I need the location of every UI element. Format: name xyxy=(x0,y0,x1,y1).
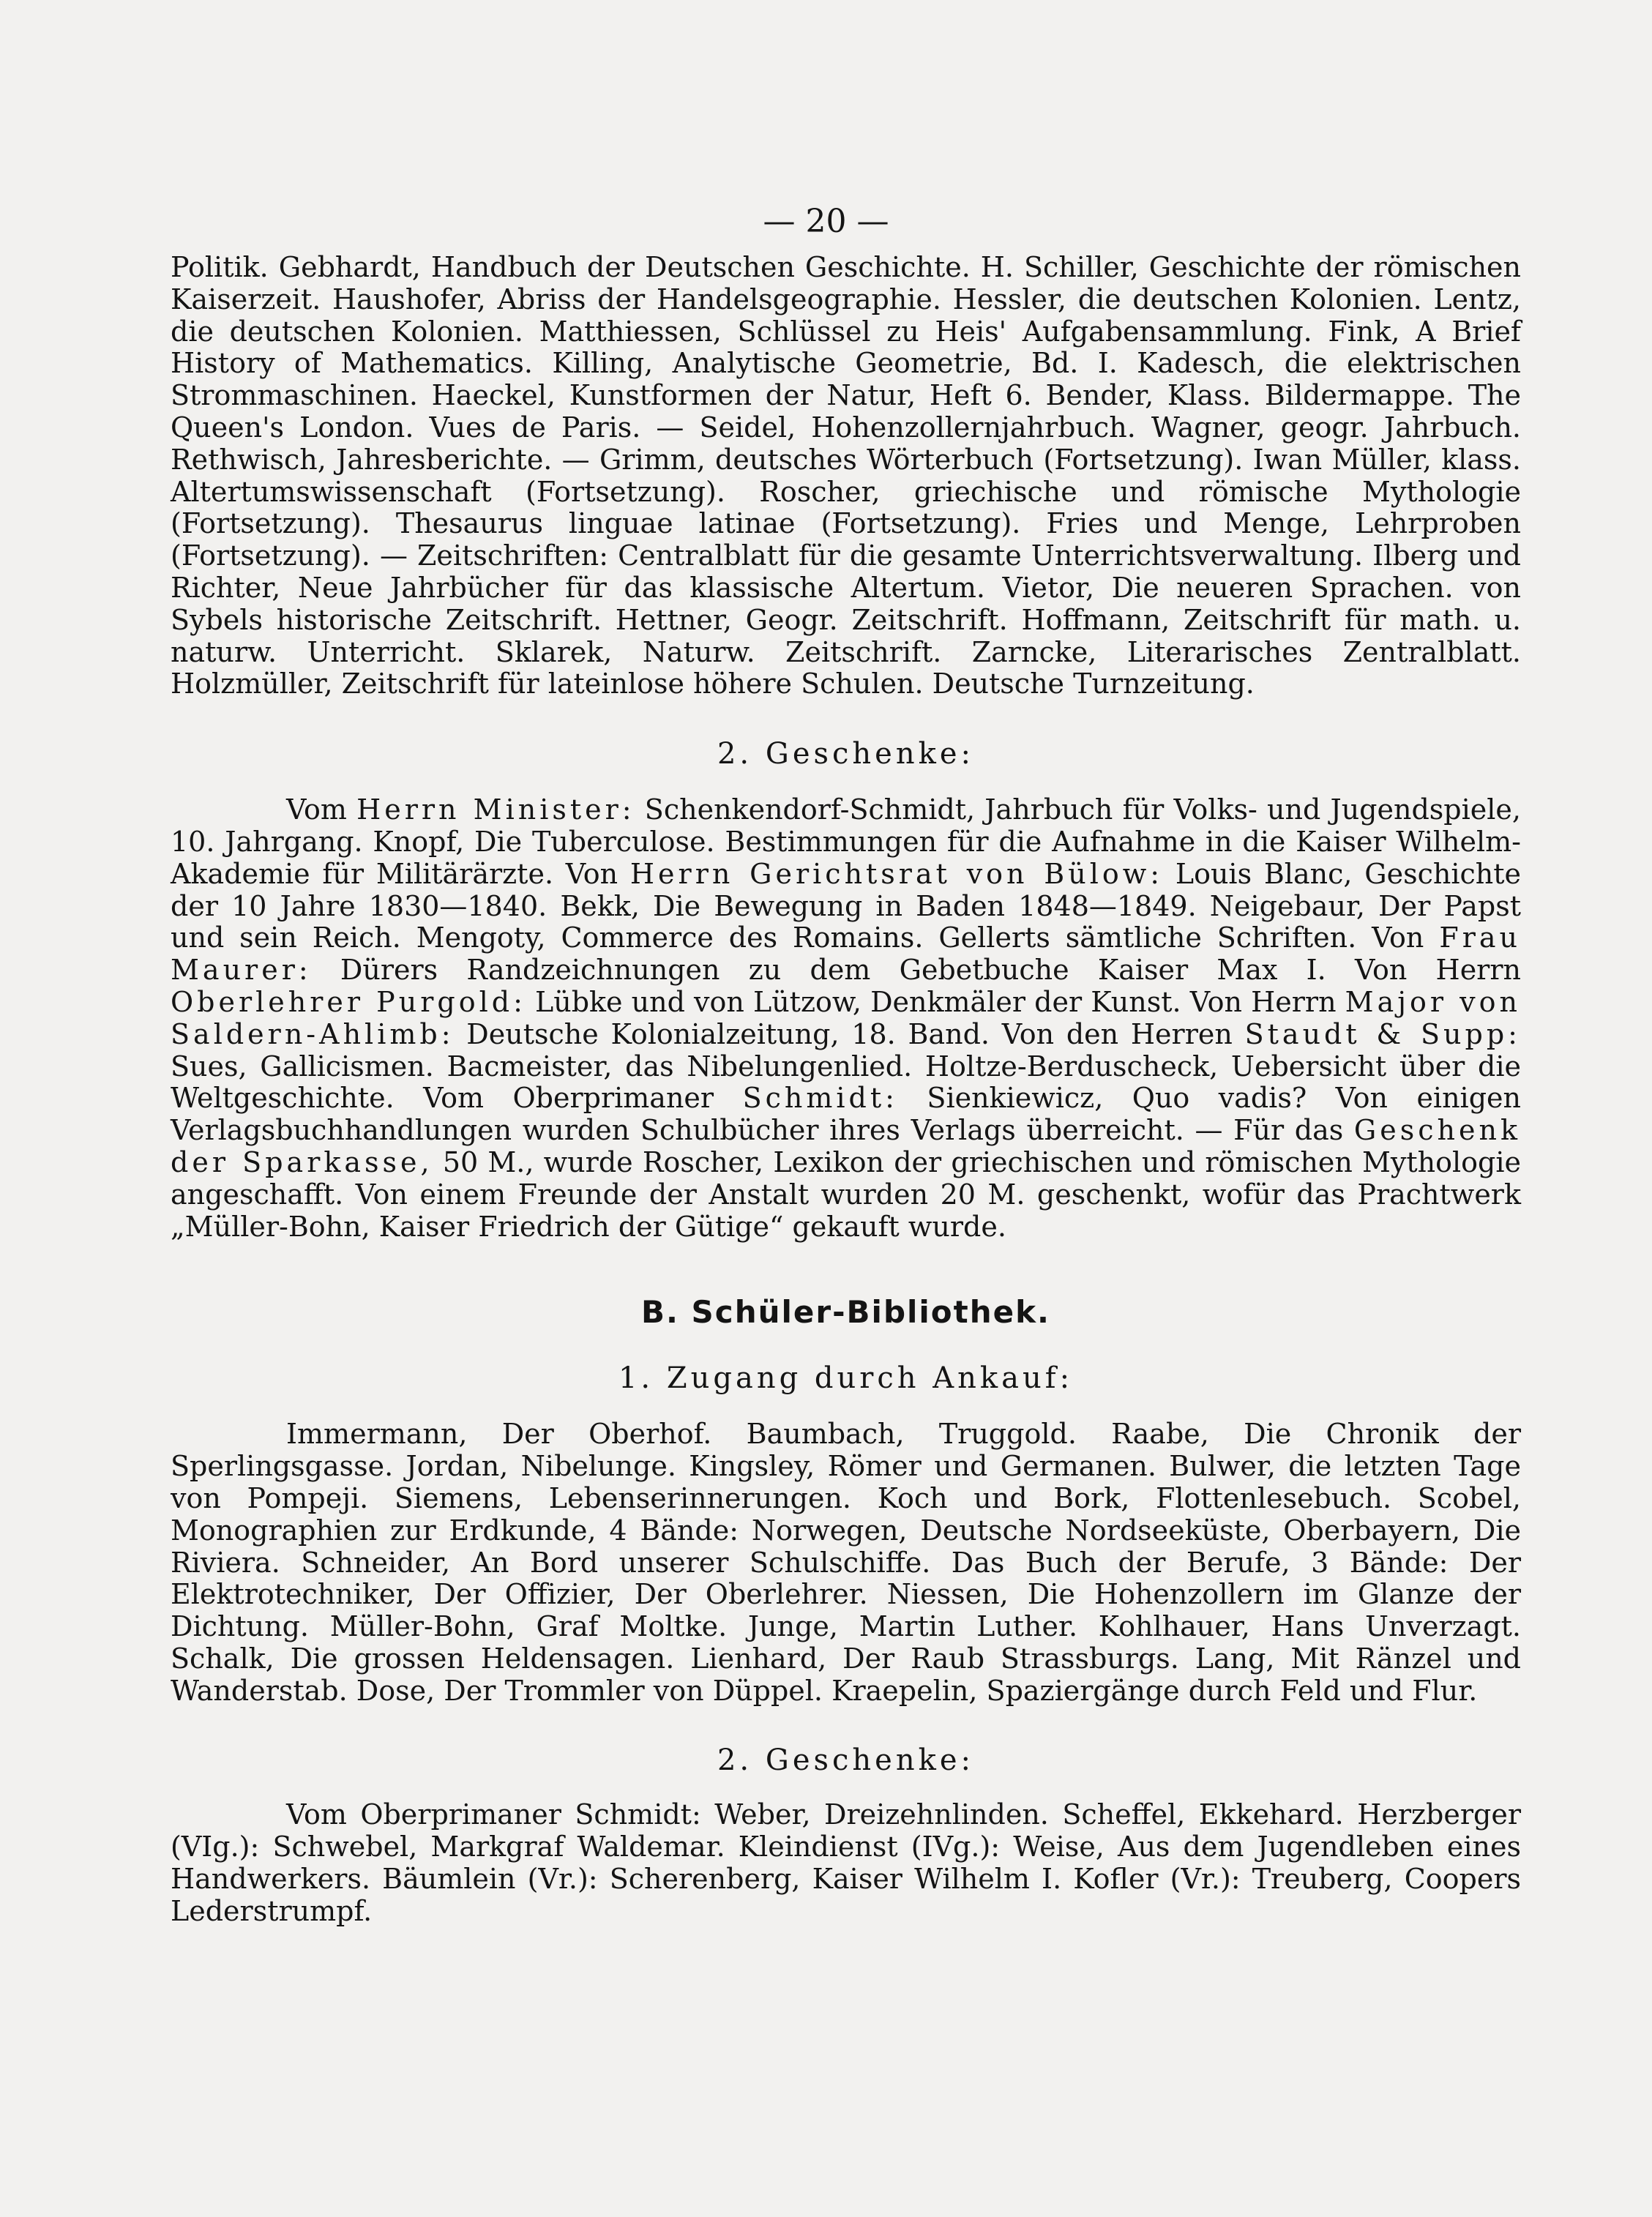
geschenke-text-1: Schenkendorf-Schmidt, Jahrbuch für Volks- und Jugendspiele, 10. Jahrgang. Knopf, Die Tuberculose. Bestimmungen für die Aufnahme in die Kaiser Wilhelm-Akademie für Militärärzte. Von xyxy=(171,793,1521,890)
donor-oberlehrer: Oberlehrer Purgold: xyxy=(171,985,526,1018)
donor-frau-maurer: Frau Maurer: xyxy=(171,921,1521,987)
zugang-paragraph: Immermann, Der Oberhof. Baumbach, Truggold. Raabe, Die Chronik der Sperlingsgasse. Jordan, Nibelunge. Kingsley, Römer und Germanen. Bulwer, die letzten Tage von Pompeji. Siemens, Lebenserinnerungen. Koch und Bork, Flottenlesebuch. Scobel, Monographien zur Erdkunde, 4 Bände: Norwegen, Deutsche Nordseeküste, Oberbayern, Die Riviera. Schneider, An Bord unserer Schulschiffe. Das Buch der Berufe, 3 Bände: Der Elektrotechniker, Der Offizier, Der Oberlehrer. Niessen, Die Hohenzollern im Glanze der Dichtung. Müller-Bohn, Graf Moltke. Junge, Martin Luther. Kohlhauer, Hans Unverzagt. Schalk, Die grossen Heldensagen. Lienhard, Der Raub Strassburgs. Lang, Mit Ränzel und Wanderstab. Dose, Der Trommler von Düppel. Kraepelin, Spaziergänge durch Feld und Flur. xyxy=(171,1418,1521,1707)
geschenke-text-3: Dürers Randzeichnungen zu dem Gebetbuche Kaiser Max I. Von Herrn xyxy=(311,954,1521,987)
geschenke-text-4: Lübke und von Lützow, Denkmäler der Kunst. Von Herrn xyxy=(526,985,1345,1018)
periodicals-paragraph: Politik. Gebhardt, Handbuch der Deutschen Geschichte. H. Schiller, Geschichte der römischen Kaiserzeit. Haushofer, Abriss der Handelsgeographie. Hessler, die deutschen Kolonien. Lentz, die deutschen Kolonien. Matthiessen, Schlüssel zu Heis' Aufgabensammlung. Fink, A Brief History of Mathematics. Killing, Analytische Geometrie, Bd. I. Kadesch, die elektrischen Strommaschinen. Haeckel, Kunstformen der Natur, Heft 6. Bender, Klass. Bildermappe. The Queen's London. Vues de Paris. — Seidel, Hohenzollernjahrbuch. Wagner, geogr. Jahrbuch. Rethwisch, Jahresberichte. — Grimm, deutsches Wörterbuch (Fortsetzung). Iwan Müller, klass. Altertumswissenschaft (Fortsetzung). Roscher, griechische und römische Mythologie (Fortsetzung). Thesaurus linguae latinae (Fortsetzung). Fries und Menge, Lehrproben (Fortsetzung). — Zeitschriften: Centralblatt für die gesamte Unterrichtsverwaltung. Ilberg und Richter, Neue Jahrbücher für das klassische Altertum. Vietor, Die neueren Sprachen. von Sybels historische Zeitschrift. Hettner, Geogr. Zeitschrift. Hoffmann, Zeitschrift für math. u. naturw. Unterricht. Sklarek, Naturw. Zeitschrift. Zarncke, Literarisches Zentralblatt. Holzmüller, Zeitschrift für lateinlose höhere Schulen. Deutsche Turnzeitung. xyxy=(171,251,1521,700)
geschenke-heading: 2. Geschenke: xyxy=(717,737,974,771)
geschenke-text-8: 50 M., wurde Roscher, Lexikon der griechischen und römischen Mythologie angeschafft. Von einem Freunde der Anstalt wurden 20 M. geschenkt, wofür das Prachtwerk „Müller-Bohn, Kaiser Friedrich der Gütige“ gekauft wurde. xyxy=(171,1145,1521,1243)
schueler-geschenke-heading: 2. Geschenke: xyxy=(717,1743,974,1778)
donor-minister: Herrn Minister: xyxy=(356,793,635,826)
geschenke-text-7: Sienkiewicz, Quo vadis? Von einigen Verlagsbuchhandlungen wurden Schulbücher ihres Verlags überreicht. — Für das xyxy=(171,1082,1521,1147)
geschenke-paragraph xyxy=(171,794,1521,1243)
geschenke-text-5: Deutsche Kolonialzeitung, 18. Band. Von den Herren xyxy=(454,1017,1245,1050)
geschenke-text-2: Louis Blanc, Geschichte der 10 Jahre 1830—1840. Bekk, Die Bewegung in Baden 1848—1849. Neigebaur, Der Papst und sein Reich. Mengoty, Commerce des Romains. Gellerts sämtliche Schriften. Von xyxy=(171,857,1521,954)
geschenke-text-0: Vom xyxy=(286,793,357,826)
section-heading-schueler-bibliothek: B. Schüler-Bibliothek. xyxy=(640,1294,1051,1331)
donor-staudt-supp: Staudt & Supp: xyxy=(1244,1017,1521,1050)
donor-schmidt: Schmidt: xyxy=(742,1082,898,1115)
donor-major: Major von Saldern-Ahlimb: xyxy=(171,985,1521,1050)
page-content xyxy=(171,252,1521,1928)
geschenke-text-6: Sues, Gallicismen. Bacmeister, das Nibelungenlied. Holtze-Berduscheck, Uebersicht über die Weltgeschichte. Vom Oberprimaner xyxy=(171,1050,1521,1115)
zugang-heading: 1. Zugang durch Ankauf: xyxy=(618,1361,1074,1396)
donor-gerichtsrat: Herrn Gerichtsrat von Bülow: xyxy=(629,857,1164,890)
donor-sparkasse: Geschenk der Sparkasse, xyxy=(171,1114,1521,1178)
schueler-geschenke-paragraph: Vom Oberprimaner Schmidt: Weber, Dreizehnlinden. Scheffel, Ekkehard. Herzberger (VIg.): Schwebel, Markgraf Waldemar. Kleindienst (IVg.): Weise, Aus dem Jugendleben eines Handwerkers. Bäumlein (Vr.): Scherenberg, Kaiser Wilhelm I. Kofler (Vr.): Treuberg, Coopers Lederstrumpf. xyxy=(171,1798,1521,1927)
page-number: — 20 — xyxy=(763,203,889,240)
